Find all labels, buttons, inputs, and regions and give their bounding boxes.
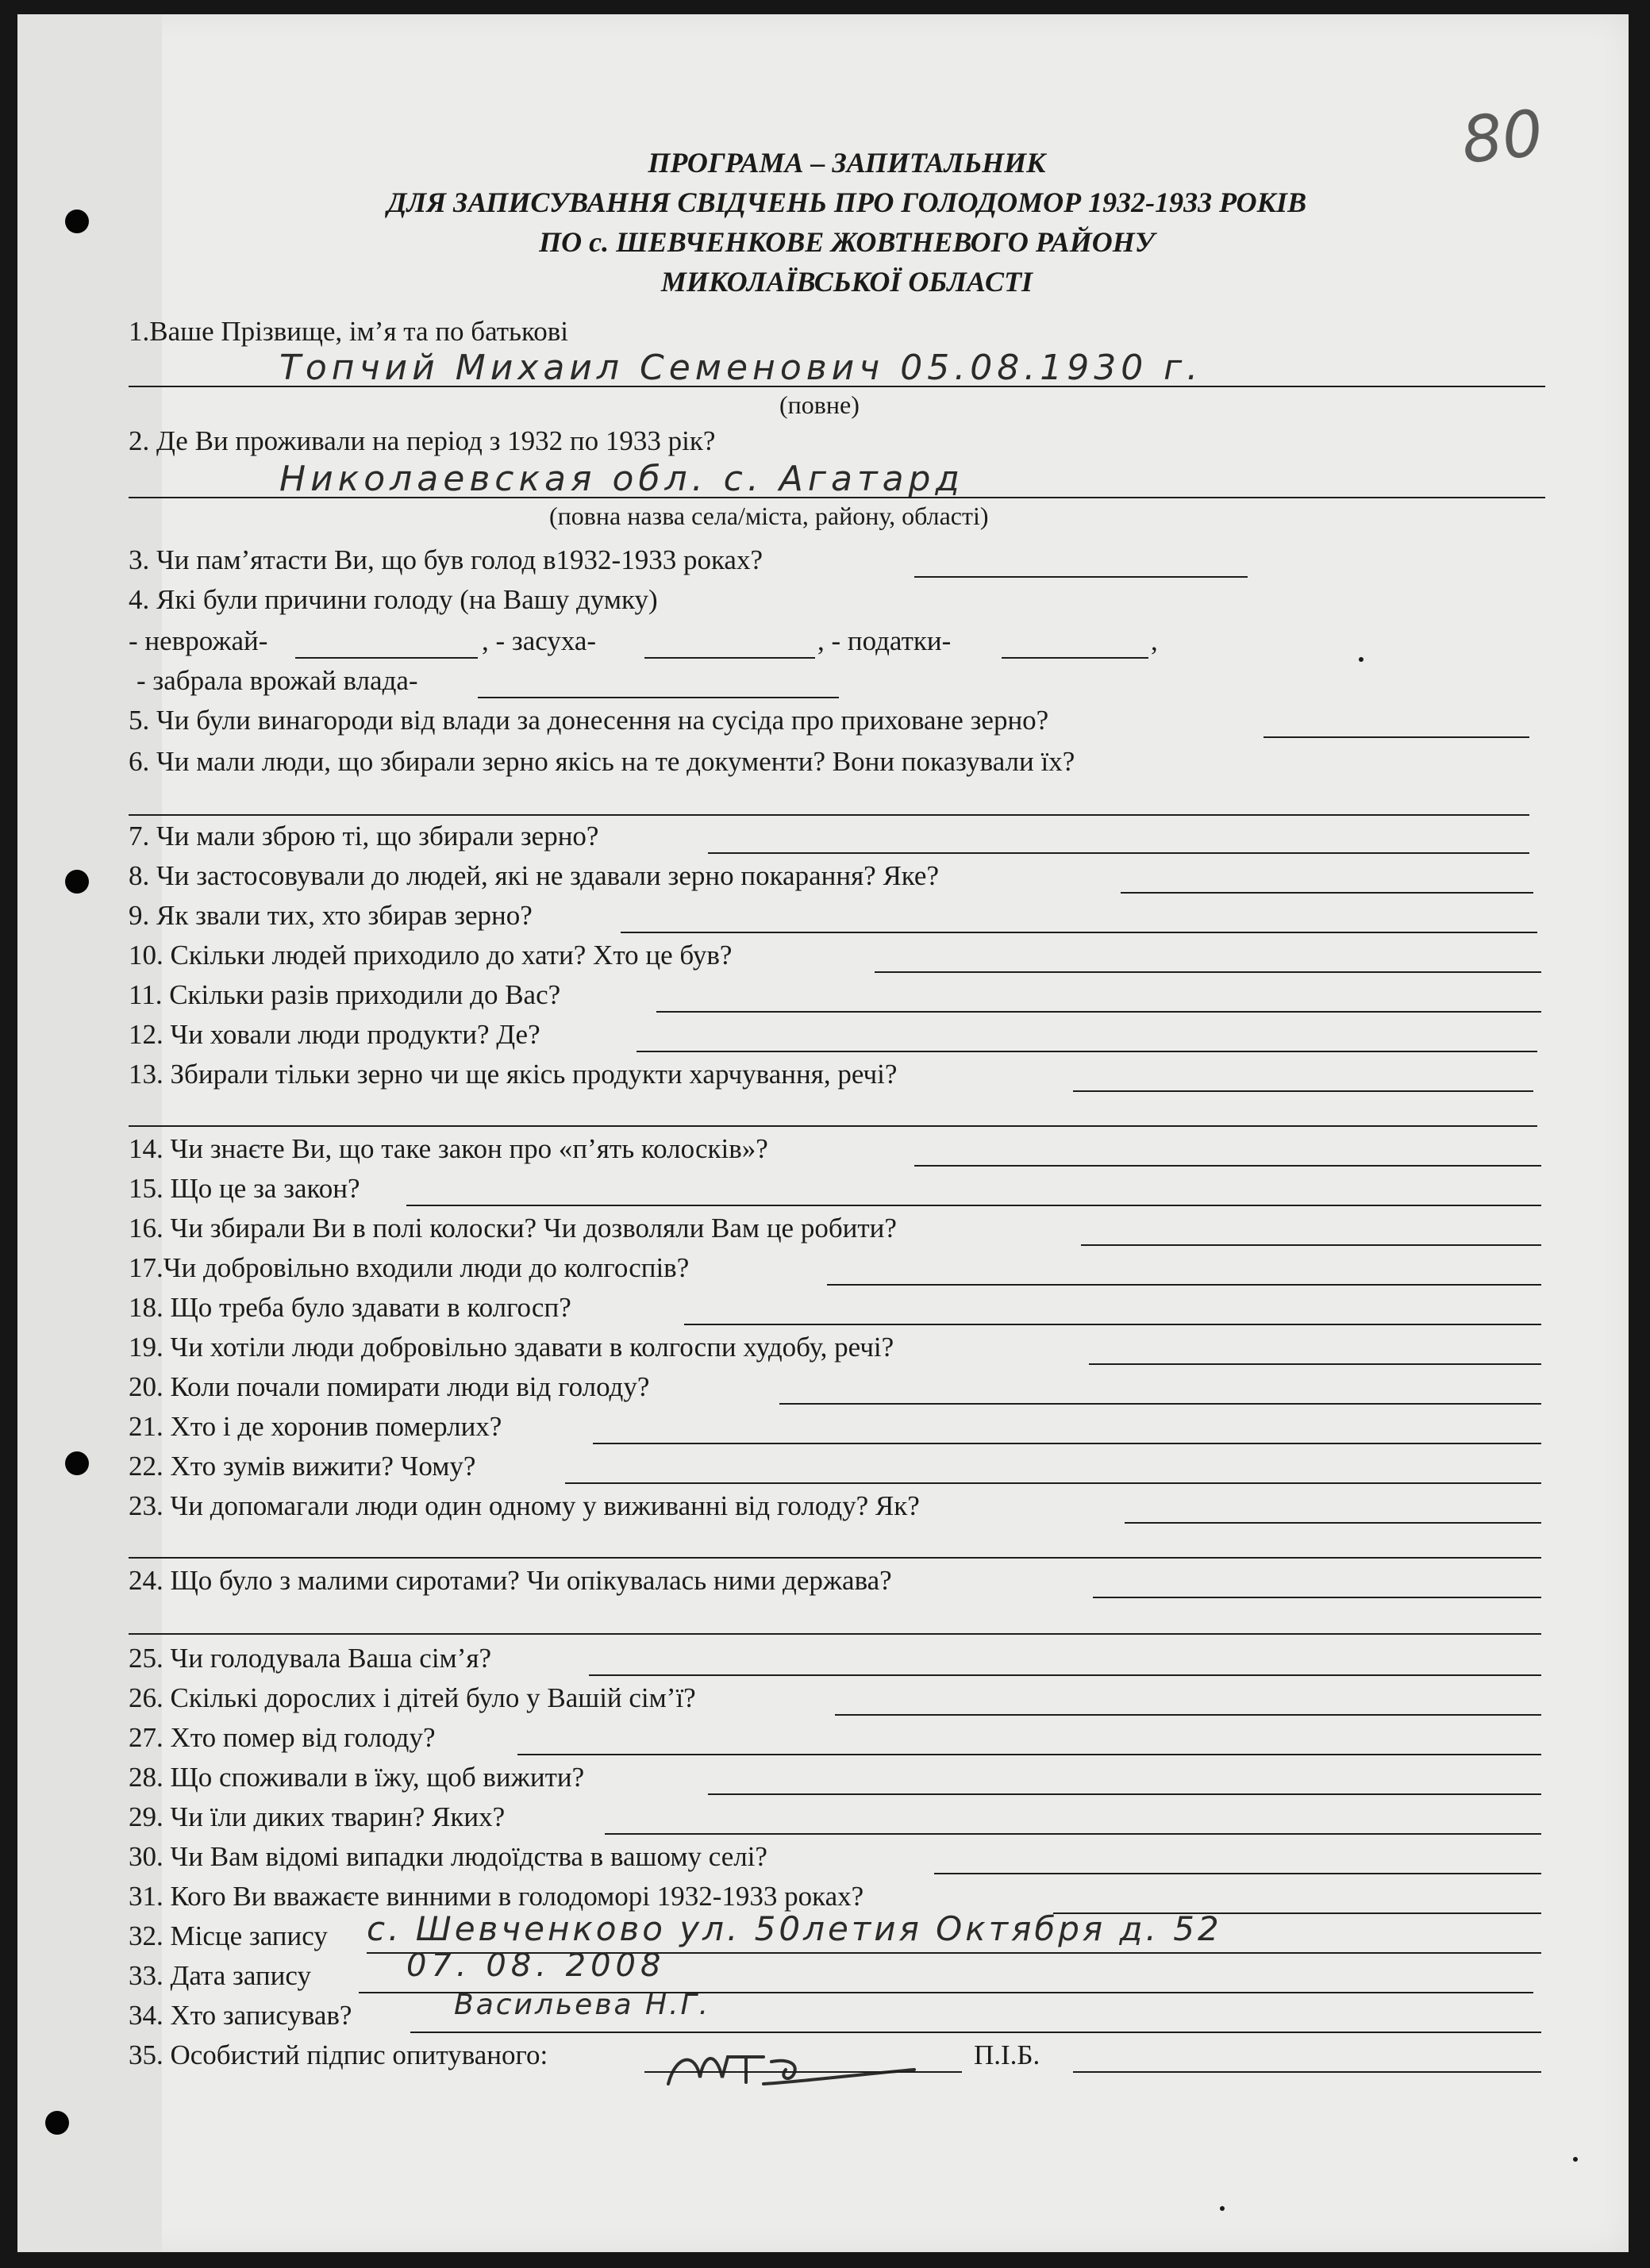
handwritten-page-number: 80 [1458,95,1547,179]
question-8: 8. Чи застосовували до людей, які не здавали зерно покарання? Яке? [129,860,939,891]
question-1: 1.Ваше Прізвище, ім’я та по батькові [129,316,568,347]
punch-hole [65,1451,89,1475]
question-21: 21. Хто і де хоронив померлих? [129,1411,502,1442]
paper-speck [1220,2206,1225,2211]
answer-line [410,2032,1541,2033]
option-podatky: , - податки- [817,625,952,656]
answer-line [835,1714,1541,1716]
answer-line [478,697,839,698]
answer-line [656,1011,1541,1013]
hint-1: (повне) [779,390,860,419]
answer-line [621,932,1537,933]
question-17: 17.Чи добровільно входили люди до колгоспів? [129,1252,690,1283]
answer-line [517,1754,1541,1755]
paper-speck [1359,657,1363,662]
answer-line [684,1324,1541,1325]
header-line: ДЛЯ ЗАПИСУВАННЯ СВІДЧЕНЬ ПРО ГОЛОДОМОР 1932-1933 РОКІВ [387,186,1307,218]
answer-line [934,1873,1541,1874]
question-10: 10. Скільки людей приходило до хати? Хто це був? [129,940,733,971]
answer-line [875,971,1541,973]
punch-hole [65,210,89,233]
question-15: 15. Що це за закон? [129,1173,360,1204]
document-page [17,14,1629,2252]
question-14: 14. Чи знаєте Ви, що таке закон про «п’ять колосків»? [129,1133,768,1164]
answer-line [914,1165,1541,1167]
answer-34: Васильева Н.Г. [454,1989,711,2021]
question-9: 9. Як звали тих, хто збирав зерно? [129,900,533,931]
answer-line [644,657,815,659]
answer-line [1073,2071,1541,2073]
answer-line [1121,892,1533,894]
answer-line [1089,1363,1541,1365]
answer-line [129,1125,1537,1127]
question-26: 26. Скількі дорослих і дітей було у Вашій сім’ї? [129,1682,696,1713]
punch-hole [65,870,89,894]
document-header [160,143,1533,302]
answer-line [708,852,1529,854]
question-29: 29. Чи їли диких тварин? Яких? [129,1801,506,1832]
answer-line [1002,657,1148,659]
answer-line [637,1051,1537,1052]
option-neurozhai: - неврожай- [129,625,268,656]
answer-line [565,1482,1541,1484]
option-vlada: - забрала врожай влада- [137,665,418,696]
question-5: 5. Чи були винагороди від влади за донесення на сусіда про приховане зерно? [129,705,1049,736]
answer-line [1263,736,1529,738]
answer-32: с. Шевченково ул. 50летия Октября д. 52 [367,1909,1222,1948]
answer-line [593,1443,1541,1444]
question-6: 6. Чи мали люди, що збирали зерно якісь на те документи? Вони показували їх? [129,746,1075,777]
header-line: МИКОЛАЇВСЬКОЇ ОБЛАСТІ [660,266,1033,298]
answer-line [605,1833,1541,1835]
answer-line [295,657,478,659]
answer-line [589,1674,1541,1676]
question-7: 7. Чи мали зброю ті, що збирали зерно? [129,821,599,851]
question-35: 35. Особистий підпис опитуваного: [129,2039,548,2070]
question-24: 24. Що було з малими сиротами? Чи опікувалась ними держава? [129,1565,892,1596]
answer-line [708,1793,1541,1795]
option-zasukha: , - засуха- [482,625,597,656]
header-line: ПРОГРАМА – ЗАПИТАЛЬНИК [648,147,1046,179]
punch-hole [45,2111,69,2135]
answer-line [129,497,1545,498]
question-31: 31. Кого Ви вважаєте винними в голодоморі 1932-1933 роках? [129,1881,864,1912]
answer-line [914,576,1248,578]
answer-line [1093,1597,1541,1598]
question-16: 16. Чи збирали Ви в полі колоски? Чи дозволяли Вам це робити? [129,1213,897,1244]
question-32: 32. Місце запису [129,1920,328,1951]
answer-line [1081,1244,1541,1246]
header-line: ПО с. ШЕВЧЕНКОВЕ ЖОВТНЕВОГО РАЙОНУ [539,226,1155,258]
answer-2: Николаевская обл. с. Агатард [279,459,964,499]
answer-line [644,2071,962,2073]
question-4: 4. Які були причини голоду (на Вашу думку) [129,584,658,615]
comma: , [1151,625,1158,656]
question-25: 25. Чи голодувала Ваша сім’я? [129,1643,491,1674]
question-34: 34. Хто записував? [129,2000,352,2031]
answer-line [827,1284,1541,1286]
hint-2: (повна назва села/міста, району, області) [549,502,989,530]
signature [652,2046,922,2093]
question-27: 27. Хто помер від голоду? [129,1722,436,1753]
question-11: 11. Скільки разів приходили до Вас? [129,979,561,1010]
question-33: 33. Дата запису [129,1960,311,1991]
question-22: 22. Хто зумів вижити? Чому? [129,1451,476,1482]
answer-1: Топчий Михаил Семенович 05.08.1930 г. [279,348,1203,388]
question-30: 30. Чи Вам відомі випадки людоїдства в вашому селі? [129,1841,767,1872]
answer-line [129,386,1545,387]
question-20: 20. Коли почали помирати люди від голоду? [129,1371,650,1402]
answer-line [1073,1090,1533,1092]
answer-33: 07. 08. 2008 [406,1947,666,1984]
paper-speck [1573,2157,1578,2162]
question-23: 23. Чи допомагали люди один одному у виживанні від голоду? Як? [129,1490,920,1521]
answer-line [1125,1522,1541,1524]
question-3: 3. Чи пам’ятасти Ви, що був голод в1932-1933 роках? [129,544,763,575]
pib-label: П.І.Б. [974,2039,1040,2070]
question-18: 18. Що треба було здавати в колгосп? [129,1292,571,1323]
answer-line [779,1403,1541,1405]
answer-line [129,1633,1541,1635]
question-2: 2. Де Ви проживали на період з 1932 по 1933 рік? [129,425,716,456]
answer-line [129,1557,1541,1559]
question-12: 12. Чи ховали люди продукти? Де? [129,1019,540,1050]
question-28: 28. Що споживали в їжу, щоб вижити? [129,1762,585,1793]
answer-line [406,1205,1541,1206]
question-13: 13. Збирали тільки зерно чи ще якісь продукти харчування, речі? [129,1059,898,1090]
answer-line [129,814,1529,816]
question-19: 19. Чи хотіли люди добровільно здавати в колгоспи худобу, речі? [129,1332,894,1363]
